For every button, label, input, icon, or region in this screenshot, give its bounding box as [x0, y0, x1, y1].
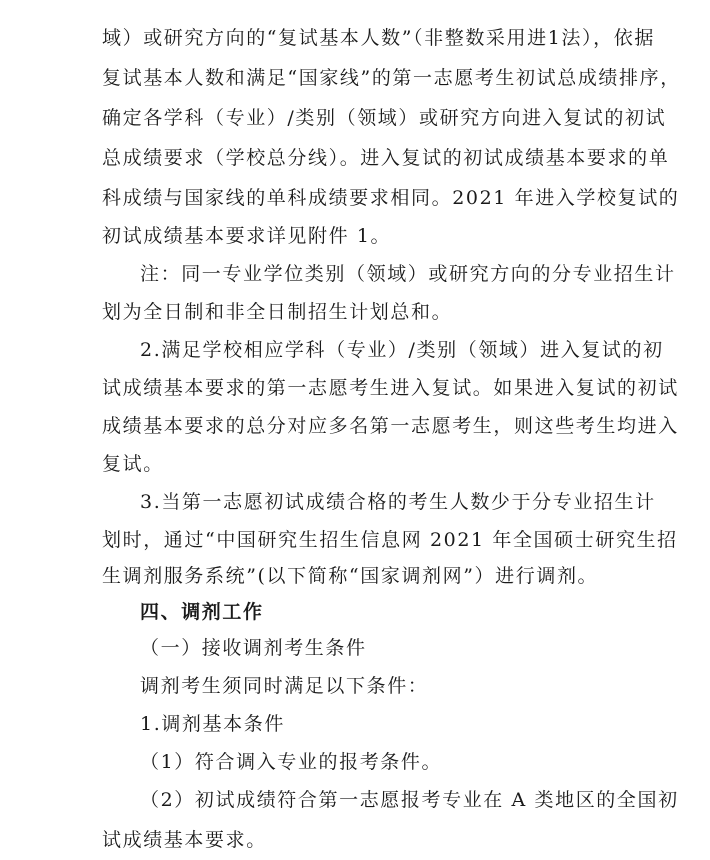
paragraph-line: 初试成绩基本要求详见附件 1。 — [102, 225, 392, 247]
note-line: 划为全日制和非全日制招生计划总和。 — [102, 301, 453, 323]
item-3-line: 生调剂服务系统”(以下简称“国家调剂网”）进行调剂。 — [102, 565, 599, 587]
paragraph-line: 复试基本人数和满足“国家线”的第一志愿考生初试总成绩排序， — [102, 67, 681, 89]
item-2-line: 成绩基本要求的总分对应多名第一志愿考生，则这些考生均进入 — [102, 415, 679, 437]
paragraph-line: 确定各学科（专业）/类别（领域）或研究方向进入复试的初试 — [102, 107, 667, 129]
list-heading: 1.调剂基本条件 — [140, 713, 285, 735]
paragraph-line: 科成绩与国家线的单科成绩要求相同。2021 年进入学校复试的 — [102, 187, 680, 209]
item-2-line: 试成绩基本要求的第一志愿考生进入复试。如果进入复试的初试 — [102, 377, 679, 399]
paragraph-line: 总成绩要求（学校总分线）。进入复试的初试成绩基本要求的单 — [102, 147, 670, 169]
paragraph-line: 调剂考生须同时满足以下条件： — [140, 675, 429, 697]
item-3-line: 划时，通过“中国研究生招生信息网 2021 年全国硕士研究生招 — [102, 529, 678, 551]
paragraph-line: 域）或研究方向的“复试基本人数”（非整数采用进1法），依据 — [102, 27, 655, 49]
item-2-line: 复试。 — [102, 453, 164, 475]
condition-item: （1）符合调入专业的报考条件。 — [140, 751, 443, 773]
item-2-line: 2.满足学校相应学科（专业）/类别（领域）进入复试的初 — [140, 339, 664, 361]
section-heading: 四、调剂工作 — [140, 601, 264, 623]
item-3-line: 3.当第一志愿初试成绩合格的考生人数少于分专业招生计 — [140, 491, 656, 513]
condition-item: 试成绩基本要求。 — [102, 829, 267, 851]
note-line: 注：同一专业学位类别（领域）或研究方向的分专业招生计 — [140, 263, 676, 285]
condition-item: （2）初试成绩符合第一志愿报考专业在 A 类地区的全国初 — [140, 789, 679, 811]
subsection-heading: （一）接收调剂考生条件 — [140, 637, 367, 659]
